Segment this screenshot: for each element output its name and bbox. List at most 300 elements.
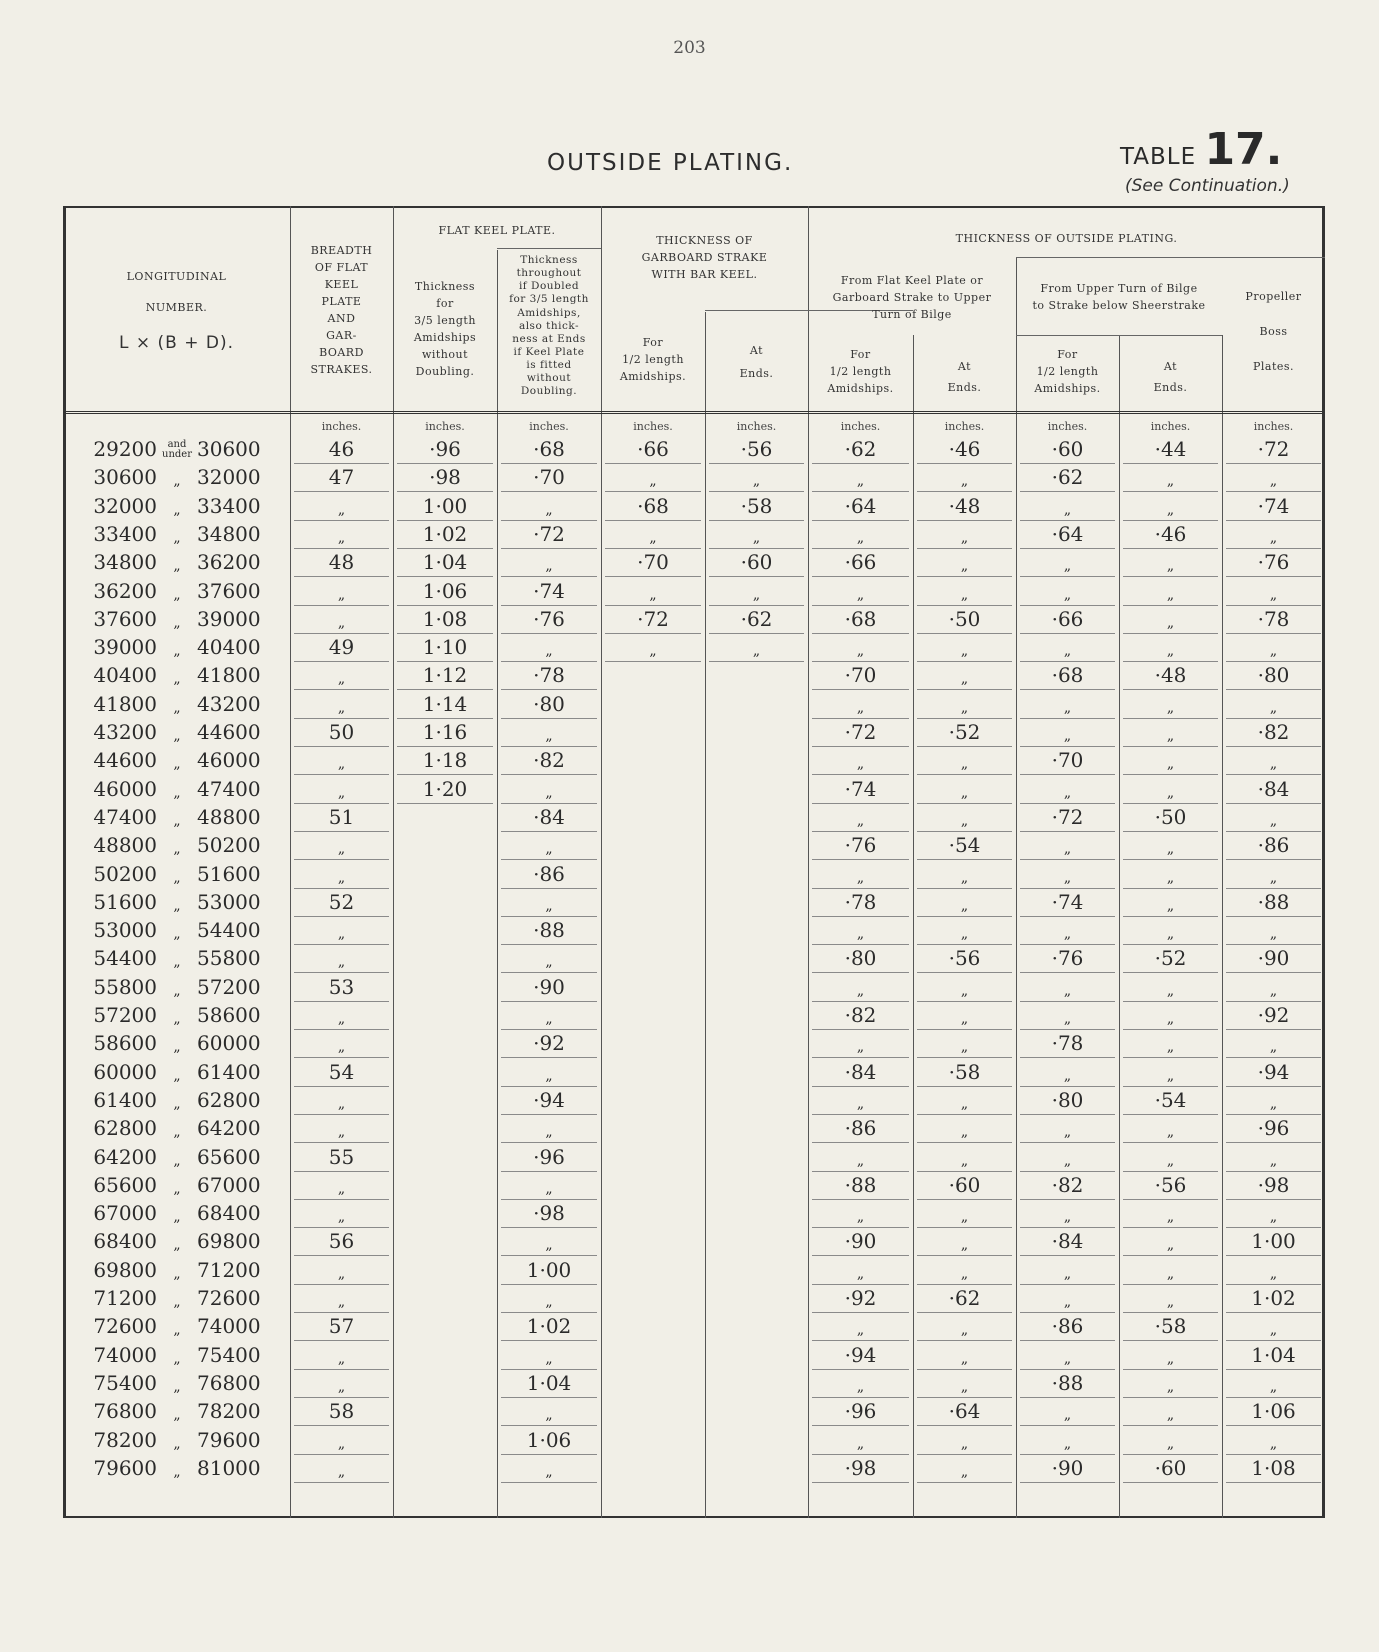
table-cell: „	[545, 728, 553, 744]
table-cell: ·70	[844, 663, 877, 688]
fk-b-header-line: if Doubled	[518, 280, 580, 293]
table-cell: ·90	[1257, 946, 1290, 971]
range-from: 72600	[93, 1314, 157, 1339]
range-from: 41800	[93, 691, 157, 716]
table-cell: „	[960, 671, 969, 688]
table-cell: ·84	[1257, 776, 1290, 801]
table-cell: ·62	[740, 606, 773, 631]
o_c-header-line: 1/2 length	[1036, 365, 1099, 379]
hdr-fk-a	[393, 278, 497, 380]
table-cell: „	[1166, 897, 1175, 914]
ditto-mark: „	[173, 1378, 181, 1395]
ditto-mark: „	[173, 812, 181, 829]
longitudinal-header-line: L × (B + D).	[119, 333, 234, 354]
hdr-fk-b	[497, 254, 601, 398]
o_d-header-line: At	[1163, 360, 1178, 373]
table-cell: ·68	[533, 437, 565, 461]
table-cell: ·84	[1051, 1229, 1084, 1254]
table-cell	[705, 1172, 808, 1200]
ditto-mark: „	[173, 1124, 181, 1141]
table-cell: ·46	[1154, 521, 1187, 546]
longitudinal-range	[93, 521, 293, 549]
table-cell: „	[1063, 1407, 1072, 1424]
range-from: 71200	[93, 1286, 157, 1310]
table-cell: „	[960, 558, 969, 575]
table-cell	[393, 945, 497, 973]
units-label: inches.	[736, 420, 777, 433]
table-cell: „	[337, 1265, 346, 1282]
table-cell: „	[1269, 1435, 1278, 1452]
longitudinal-range	[93, 1370, 293, 1398]
table-cell: ·92	[1257, 1003, 1290, 1027]
table-cell: ·82	[533, 748, 565, 773]
table-cell: ·48	[948, 493, 981, 518]
table-cell: ·60	[948, 1172, 981, 1197]
header-rule	[1222, 257, 1325, 258]
range-to: 34800	[197, 521, 261, 546]
table-cell	[393, 889, 497, 917]
range-from: 69800	[93, 1257, 157, 1282]
table-cell: 1·00	[1251, 1229, 1296, 1254]
breadth-header-line: STRAKES.	[310, 363, 373, 377]
range-to: 62800	[197, 1087, 261, 1112]
table-row	[63, 634, 1325, 662]
range-to: 41800	[197, 663, 261, 688]
table-cell: „	[545, 784, 553, 801]
table-cell	[601, 1455, 705, 1483]
table-cell	[601, 1398, 705, 1426]
hdr-longitudinal	[73, 268, 280, 356]
table-cell: 1·02	[1251, 1286, 1296, 1310]
table-cell	[705, 691, 808, 719]
range-to: 71200	[197, 1257, 261, 1282]
units-label: inches.	[944, 420, 985, 433]
table-row	[63, 1144, 1325, 1172]
table-cell	[705, 861, 808, 889]
table-cell	[601, 945, 705, 973]
table-row	[63, 1313, 1325, 1341]
from-bilge-header-line: From Upper Turn of Bilge	[1040, 282, 1198, 295]
table-cell: ·78	[533, 663, 565, 688]
table-cell: ·76	[1051, 946, 1084, 971]
table-cell: „	[960, 784, 969, 801]
table-cell: „	[1166, 1152, 1175, 1169]
longitudinal-range	[93, 1313, 293, 1341]
garboard-header-line: THICKNESS OF	[656, 234, 753, 247]
range-from: 64200	[93, 1144, 157, 1169]
table-cell: ·94	[844, 1342, 877, 1367]
table-cell	[705, 1370, 808, 1398]
table-cell	[393, 1030, 497, 1058]
ditto-mark: „	[173, 841, 181, 858]
table-row	[63, 662, 1325, 690]
longitudinal-range	[93, 1257, 293, 1285]
table-row	[63, 606, 1325, 634]
table-cell	[601, 1002, 705, 1030]
g-a-header-line: 1/2 length	[622, 353, 684, 367]
table-cell: „	[1166, 473, 1175, 490]
ditto-mark: „	[173, 1011, 181, 1027]
ditto-mark: „	[173, 473, 181, 490]
table-cell: ·62	[844, 437, 877, 461]
fk-b-header-line: also thick-	[518, 319, 580, 332]
table-cell: „	[337, 1209, 346, 1226]
table-cell: „	[960, 1039, 969, 1056]
table-cell	[393, 1228, 497, 1256]
table-cell	[601, 776, 705, 804]
table-cell: ·98	[429, 465, 461, 490]
table-cell	[601, 1257, 705, 1285]
table-cell	[705, 1257, 808, 1285]
range-from: 54400	[93, 946, 157, 971]
longitudinal-range	[93, 1342, 293, 1370]
table-row	[63, 549, 1325, 577]
table-cell: 1·08	[1251, 1455, 1296, 1480]
table-cell	[705, 1313, 808, 1341]
range-from: 30600	[93, 465, 157, 490]
table-row	[63, 1200, 1325, 1228]
table-cell: „	[545, 1407, 553, 1424]
range-from: 57200	[93, 1003, 157, 1027]
table-cell	[601, 1172, 705, 1200]
table-cell: „	[1269, 1378, 1278, 1395]
range-to: 39000	[197, 606, 261, 631]
table-cell: 47	[328, 465, 355, 490]
o_b-header-line: Ends.	[947, 381, 982, 395]
table-cell	[601, 1313, 705, 1341]
table-cell: ·82	[844, 1003, 877, 1027]
table-cell: „	[1063, 784, 1072, 801]
table-cell	[705, 1144, 808, 1172]
longitudinal-range	[93, 974, 293, 1002]
ditto-mark: „	[173, 643, 181, 660]
range-to: 47400	[197, 776, 261, 801]
table-cell: ·54	[948, 833, 981, 858]
table-cell: „	[1063, 699, 1072, 716]
range-from: 34800	[93, 550, 157, 575]
table-cell: „	[1166, 756, 1175, 773]
ditto-mark: „	[173, 614, 181, 631]
table-cell	[601, 1228, 705, 1256]
range-to: 69800	[197, 1229, 261, 1254]
table-cell: „	[1166, 1294, 1175, 1310]
hdr-prop	[1222, 288, 1325, 375]
range-to: 32000	[197, 465, 261, 490]
table-cell	[705, 776, 808, 804]
table-cell: „	[1166, 586, 1175, 603]
table-cell: ·50	[1154, 804, 1187, 829]
ditto-mark: „	[173, 756, 181, 773]
table-cell: „	[856, 643, 865, 660]
table-cell: „	[1166, 1350, 1175, 1367]
table-row	[63, 1455, 1325, 1483]
table-cell: „	[856, 1378, 865, 1395]
range-to: 72600	[197, 1286, 261, 1310]
table-cell	[601, 832, 705, 860]
table-cell: „	[960, 756, 969, 773]
range-to: 76800	[197, 1370, 261, 1395]
table-cell: „	[337, 1378, 346, 1395]
table-cell: „	[337, 1463, 346, 1480]
table-cell: „	[960, 1378, 969, 1395]
table-cell: „	[1269, 926, 1278, 943]
table-cell: „	[1269, 586, 1278, 603]
table-cell: ·84	[533, 804, 565, 829]
table-cell: „	[337, 699, 346, 716]
longitudinal-range	[93, 1115, 293, 1143]
table-cell: ·58	[1154, 1314, 1187, 1339]
table-cell: „	[752, 586, 761, 603]
table-cell: „	[1166, 841, 1175, 858]
table-cell: 46	[328, 437, 355, 461]
table-cell: ·80	[1051, 1087, 1084, 1112]
breadth-header-line: GAR-	[326, 329, 357, 343]
table-cell: „	[337, 671, 346, 688]
table-cell	[601, 1342, 705, 1370]
table-cell: „	[1166, 728, 1175, 744]
table-cell: 56	[328, 1229, 355, 1254]
table-row	[63, 1257, 1325, 1285]
table-cell	[393, 832, 497, 860]
table-cell: ·76	[1257, 550, 1290, 575]
table-cell: ·86	[844, 1116, 877, 1141]
table-cell: ·88	[844, 1172, 877, 1197]
table-cell: ·62	[1051, 465, 1084, 490]
range-to: 68400	[197, 1201, 261, 1226]
table-cell: „	[337, 614, 346, 631]
table-cell: ·72	[533, 521, 565, 546]
o_d-header-line: Ends.	[1153, 381, 1188, 395]
table-row	[63, 1370, 1325, 1398]
table-cell	[601, 1200, 705, 1228]
table-cell: ·88	[1051, 1370, 1084, 1395]
range-from: 67000	[93, 1201, 157, 1226]
prop-header-line: Plates.	[1252, 360, 1295, 374]
table-cell	[393, 1087, 497, 1115]
table-cell: „	[1063, 1209, 1072, 1226]
and-under-line: under	[162, 449, 192, 460]
table-cell	[601, 1059, 705, 1087]
table-cell	[601, 974, 705, 1002]
table-cell	[705, 832, 808, 860]
table-cell	[705, 1200, 808, 1228]
table-cell: „	[649, 529, 657, 546]
table-cell: „	[1269, 756, 1278, 773]
table-cell: „	[1166, 643, 1175, 660]
fk-a-header-line: Amidships	[413, 331, 477, 345]
table-cell: „	[1269, 982, 1278, 999]
table-cell: ·72	[1051, 804, 1084, 829]
range-from: 53000	[93, 918, 157, 943]
table-cell: „	[545, 1463, 553, 1480]
range-to: 43200	[197, 691, 261, 716]
longitudinal-range	[93, 1087, 293, 1115]
table-row	[63, 945, 1325, 973]
table-cell: ·82	[1051, 1172, 1084, 1197]
table-cell: „	[545, 1350, 553, 1367]
fk-b-header-line: ness at Ends	[512, 332, 586, 345]
hdr-g-a	[601, 334, 705, 385]
table-cell: ·66	[637, 437, 669, 461]
table-cell: „	[545, 643, 553, 660]
fk-b-header-line: throughout	[516, 267, 582, 280]
table-cell: ·44	[1154, 437, 1187, 461]
table-cell: ·84	[844, 1059, 877, 1084]
table-cell	[705, 889, 808, 917]
table-row	[63, 832, 1325, 860]
table-cell: „	[1063, 841, 1072, 858]
table-cell: „	[1063, 586, 1072, 603]
o_a-header-line: For	[850, 348, 871, 361]
range-from: 37600	[93, 606, 157, 631]
table-cell: ·74	[1257, 493, 1290, 518]
range-to: 81000	[197, 1455, 261, 1480]
table-cell	[705, 1228, 808, 1256]
header-rule	[63, 413, 1325, 414]
table-cell: „	[337, 1095, 346, 1112]
table-cell: „	[1269, 869, 1278, 886]
table-cell: „	[856, 1039, 865, 1056]
ditto-mark: „	[173, 869, 181, 886]
units-label: inches.	[1150, 420, 1191, 433]
table-cell: ·74	[1051, 889, 1084, 914]
table-cell: „	[960, 1350, 969, 1367]
table-cell	[705, 1059, 808, 1087]
table-cell: „	[649, 643, 657, 660]
table-cell	[393, 1370, 497, 1398]
table-cell: ·70	[637, 550, 669, 575]
table-cell: ·98	[533, 1201, 565, 1226]
range-from: 75400	[93, 1370, 157, 1395]
range-from: 65600	[93, 1172, 157, 1197]
g-a-header-line: For	[642, 336, 664, 349]
table-cell: „	[1269, 699, 1278, 716]
table-cell	[393, 1200, 497, 1228]
row-rule	[917, 1482, 1012, 1483]
table-cell: „	[856, 1209, 865, 1226]
range-to: 55800	[197, 946, 261, 971]
longitudinal-range	[93, 861, 293, 889]
range-from: 79600	[93, 1455, 157, 1480]
ditto-mark: „	[173, 1350, 181, 1367]
hdr-o-b	[913, 358, 1016, 396]
table-cell: ·90	[844, 1229, 877, 1254]
table-cell	[601, 1115, 705, 1143]
longitudinal-range	[93, 436, 293, 464]
table-cell: „	[1166, 982, 1175, 999]
range-to: 64200	[197, 1116, 261, 1141]
table-cell: „	[337, 954, 346, 971]
table-cell: „	[1063, 1067, 1072, 1084]
table-cell	[601, 691, 705, 719]
range-from: 39000	[93, 635, 157, 660]
table-cell: „	[1166, 1265, 1175, 1282]
table-row	[63, 1285, 1325, 1313]
table-cell: „	[1269, 1039, 1278, 1056]
range-from: 76800	[93, 1399, 157, 1424]
prop-header-line: Boss	[1259, 325, 1288, 339]
table-cell	[601, 747, 705, 775]
table-cell: „	[960, 1011, 969, 1027]
table-cell: „	[856, 586, 865, 603]
table-cell: ·70	[533, 465, 565, 490]
o_b-header-line: At	[957, 360, 972, 373]
table-cell	[393, 861, 497, 889]
range-from: 47400	[93, 804, 157, 829]
table-cell: ·56	[948, 946, 981, 971]
table-cell	[705, 1342, 808, 1370]
longitudinal-range	[93, 1228, 293, 1256]
page-number: 203	[673, 38, 706, 58]
table-cell: „	[545, 1124, 553, 1141]
hdr-g-b	[705, 342, 808, 382]
table-cell	[705, 1115, 808, 1143]
breadth-header-line: BOARD	[319, 346, 364, 360]
table-cell: „	[856, 699, 865, 716]
table-cell: 1·06	[422, 578, 468, 603]
table-cell: ·78	[1257, 606, 1290, 631]
table-cell: „	[856, 756, 865, 773]
table-cell	[601, 719, 705, 747]
fk-b-header-line: Thickness	[520, 254, 578, 266]
table-cell: 1·04	[422, 550, 468, 575]
units-label: inches.	[425, 420, 465, 433]
table-cell	[393, 1059, 497, 1087]
table-cell: „	[960, 1463, 969, 1480]
table-cell	[393, 1455, 497, 1483]
range-to: 75400	[197, 1342, 261, 1367]
table-cell: „	[856, 926, 865, 943]
table-cell	[393, 1285, 497, 1313]
table-cell: „	[1063, 1350, 1072, 1367]
longitudinal-range	[93, 1172, 293, 1200]
table-cell	[705, 1030, 808, 1058]
table-cell: „	[960, 586, 969, 603]
o_c-header-line: For	[1057, 348, 1078, 361]
table-cell: 49	[328, 635, 355, 660]
longitudinal-header-line: LONGITUDINAL	[126, 270, 227, 283]
table-cell	[393, 1115, 497, 1143]
table-cell: „	[337, 869, 346, 886]
table-cell: „	[960, 812, 969, 829]
hdr-garboard	[601, 232, 808, 283]
range-from: 50200	[93, 861, 157, 886]
table-cell: 1·06	[1251, 1399, 1296, 1424]
table-cell: ·78	[844, 889, 877, 914]
table-cell: 1·08	[422, 606, 468, 631]
table-cell: „	[960, 926, 969, 943]
from-fk-header-line: Turn of Bilge	[872, 308, 952, 322]
table-cell: 58	[328, 1399, 355, 1424]
table-row	[63, 436, 1325, 464]
table-cell: „	[545, 1011, 553, 1027]
g-a-header-line: Amidships.	[619, 370, 687, 384]
table-cell	[393, 1172, 497, 1200]
table-cell: ·80	[844, 946, 877, 971]
table-cell	[601, 1087, 705, 1115]
table-cell	[393, 1398, 497, 1426]
and-under-line: and	[167, 439, 187, 450]
table-cell: „	[1269, 1265, 1278, 1282]
table-cell: ·96	[844, 1399, 877, 1424]
table-row	[63, 493, 1325, 521]
range-to: 36200	[197, 550, 261, 575]
table-row	[63, 917, 1325, 945]
row-rule	[1020, 1482, 1115, 1483]
longitudinal-range	[93, 1030, 293, 1058]
table-row	[63, 464, 1325, 492]
table-cell: „	[1063, 558, 1072, 575]
